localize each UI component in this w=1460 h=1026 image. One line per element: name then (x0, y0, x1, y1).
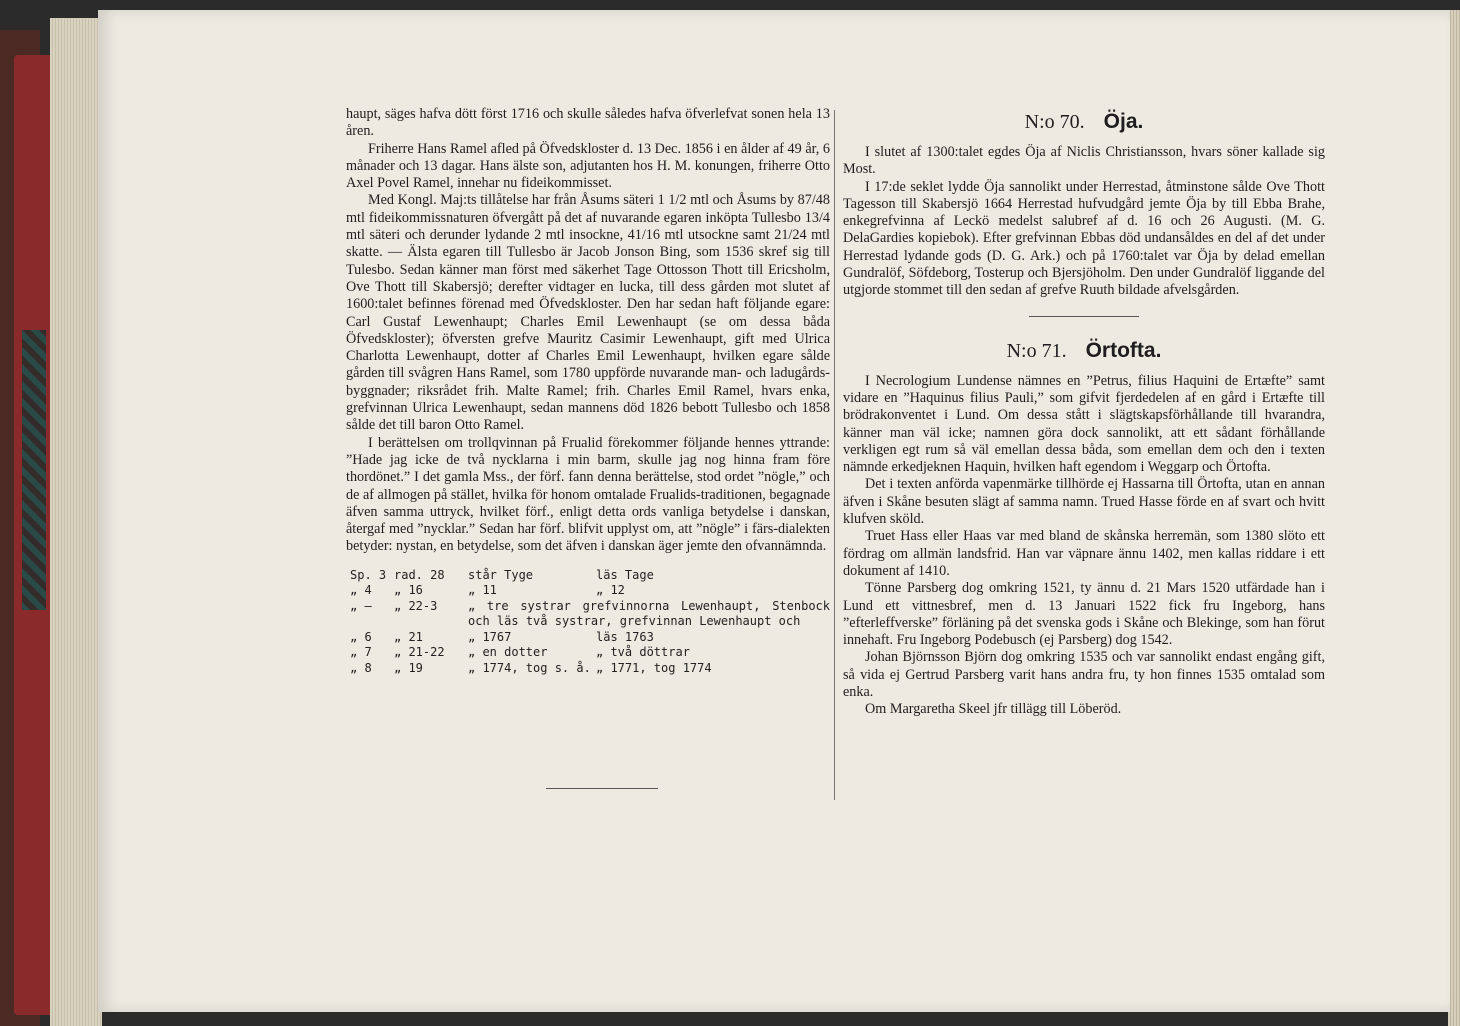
section-heading-71 (843, 339, 1325, 363)
book-page (98, 10, 1450, 1012)
errata-column-ref: Sp. 3 (350, 567, 387, 582)
paragraph: Tönne Parsberg dog omkring 1521, ty ännu d. 21 Mars 1520 utfärdade han i Lund ett vittnesbref, men d. 13 Januari 1522 fick fru Ingeborg, hans ”efterleffverske” förläning på det svenska gods i Skåne och Blekinge, som han förut innehaft. Fru Ingeborg Podebusch (ej Parsberg) dog 1542. (843, 580, 1325, 649)
errata-line-ref: „ 21 (394, 629, 423, 644)
errata-wrong-correct (468, 599, 830, 630)
section-title: Öja. (1103, 110, 1144, 133)
errata-row (346, 599, 830, 630)
errata-correct: läs Tage (596, 567, 654, 582)
errata-row (346, 630, 830, 646)
errata-correct: „ 1771, tog 1774 (596, 660, 712, 675)
paragraph: Johan Björnsson Björn dog omkring 1535 och var sannolikt endast engång gift, så vida ej Gertrud Parsberg varit hans andra fru, ty hon finnes 1535 omtalad som enka. (843, 649, 1325, 701)
errata-column-ref: „ 4 (350, 583, 372, 598)
errata-column-ref: „ 6 (350, 629, 372, 644)
paragraph: haupt, säges hafva dött först 1716 och skulle således hafva öfverlefvat sonen hela 13 åren. (346, 106, 830, 140)
errata-wrong: „ tre systrar grefvinnorna Lewenhaupt, Stenbock och (468, 598, 830, 629)
paragraph: I 17:de seklet lydde Öja sannolikt under Herrestad, åtminstone sålde Ove Thott Tagesson till Skabersjö 1664 Herrestad hufvudgård jemte Öja by till Ebba Brahe, enkegrefvinna af Leckö medelst salubref af d. 16 och 26 Augusti. (M. G. DelaGardies kopiebok). Efter grefvinnan Ebbas död undansåldes en del af det under Herrestad lydande gods (D. G. Ark.) och på 1760:talet var Öja by delad emellan Gundralöf, Söfdeborg, Tosterup och Bjersjöholm. Den under Gundralöf liggande del utgjorde stommet till den sedan af grefve Ruuth bildade afvelsgården. (843, 178, 1325, 299)
page-stack-left (50, 18, 102, 1026)
errata-row (346, 568, 830, 584)
errata-row (346, 661, 830, 677)
section-divider (1029, 316, 1139, 317)
errata-line-ref: „ 21-22 (394, 645, 445, 660)
errata-row (346, 645, 830, 661)
section-number: N:o 71. (1006, 339, 1067, 362)
errata-column-ref: „ 8 (350, 660, 372, 675)
errata-line-ref: „ 19 (394, 660, 423, 675)
column-divider (834, 110, 835, 800)
errata-table (346, 568, 830, 677)
paragraph: I slutet af 1300:talet egdes Öja af Niclis Christiansson, hvars söner kallade sig Most. (843, 144, 1325, 178)
paragraph: I Necrologium Lundense nämnes en ”Petrus, filius Haquini de Ertæfte” samt vidare en ”Haquinus filius Pauli,” som gifvit fjerdedelen af en gård i Ertæfte till brödrakonventet i Lund. Om dessa stått i slägtskapsförhållande till hvarandra, känner man väl icke; namnen göra dock sannolikt, att ett sådant förhållande verkligen egt rum så väl emellan dessa båda, som emellan dem och den i texten nämnde erkedjeknen Haquin, hvilken haft egendom i Weggarp och Örtofta. (843, 372, 1325, 476)
section-title: Örtofta. (1085, 338, 1162, 362)
errata-wrong: „ en dotter (468, 645, 548, 660)
errata-wrong: „ 1767 (468, 629, 512, 644)
errata-column-ref: „ 7 (350, 645, 372, 660)
errata-end-rule (546, 788, 658, 789)
errata-line-ref: rad. 28 (394, 567, 445, 582)
paragraph: Det i texten anförda vapenmärke tillhörde ej Hassarna till Örtofta, utan en annan äfven i Skåne besuten slägt af samma namn. Trued Hasse förde en af svart och hvitt klufven sköld. (843, 476, 1325, 528)
section-heading-70 (843, 110, 1325, 134)
errata-correct: läs 1763 (596, 629, 654, 644)
errata-column-ref: „ — (350, 598, 372, 613)
section-number: N:o 70. (1024, 111, 1085, 133)
left-column (346, 106, 830, 676)
errata-correct: „ två döttrar (596, 645, 690, 660)
errata-wrong: „ 11 (468, 583, 497, 598)
errata-correct: läs två systrar, grefvinnan Lewenhaupt och (496, 614, 801, 629)
errata-wrong: „ 1774, tog s. å. (468, 660, 591, 675)
errata-line-ref: „ 22-3 (394, 598, 438, 613)
paragraph: Om Margaretha Skeel jfr tillägg till Löberöd. (865, 701, 1122, 718)
errata-row (346, 583, 830, 599)
paragraph: Med Kongl. Maj:ts tillåtelse har från Åsums säteri 1 1/2 mtl och Åsums by 87/48 mtl fideikommissnaturen öfvergått på det af nuvarande egaren inköpta Tullesbo 13/4 mtl säteri och derunder lydande 2 mtl insockne, 41/16 mtl utsockne samt 21/24 mtl skatte. — Älsta egaren till Tullesbo är Jacob Jonson Bing, som 1536 skref sig till Tulesbo. Sedan känner man först med säkerhet Tage Ottosson Thott till Ericsholm, Ove Thott till Skabersjö; derefter vidtager en lucka, till dess gården mot slutet af 1600:talet befinnes förenad med Öfvedskloster. Den har sedan haft följande egare: Carl Gustaf Lewenhaupt; Charles Emil Lewenhaupt (se om dessa båda Öfvedskloster); öfversten grefve Mauritz Casimir Lewenhaupt, gift med Ulrica Charlotta Lewenhaupt, dotter af Charles Emil Lewenhaupt, hvilken egare sålde gården till svågren Hans Ramel, som 1780 uppförde nuvarande man- och ladugårds-byggnader; riksrådet frih. Malte Ramel; frih. Charles Emil Ramel, hvars enka, grefvinnan Ulrica Lewenhaupt, sedan mannens död 1826 bebott Tullesbo och 1858 sålde det till baron Otto Ramel. (346, 192, 830, 434)
cover-marbled-pattern (22, 330, 46, 610)
errata-line-ref: „ 16 (394, 583, 423, 598)
errata-correct: „ 12 (596, 583, 625, 598)
errata-wrong: står Tyge (468, 567, 534, 582)
paragraph: Friherre Hans Ramel afled på Öfvedskloster d. 13 Dec. 1856 i en ålder af 49 år, 6 månader och 13 dagar. Hans älste son, adjutanten hos H. M. konungen, friherre Otto Axel Povel Ramel, innehar nu fideikommisset. (346, 140, 830, 192)
right-column (843, 106, 1325, 719)
paragraph: Truet Hass eller Haas var med bland de skånska herremän, som 1380 slöto ett fördrag om allmän landsfrid. Han var väpnare ännu 1402, men kallas riddare i ett dokument af 1410. (843, 528, 1325, 579)
paragraph: I berättelsen om trollqvinnan på Frualid förekommer följande hennes yttrande: ”Hade jag icke de två nycklarna i min barm, skulle jag nog hinna fram före thordönet.” I det gamla Mss., der förf. fann denna berättelse, stod ordet ”nögle,” och de af allmogen på stället, hvilka för honom omtalade Frualids-traditionen, begagnade äfven samma uttryck, hvilket förf., enligt detta ords vanliga betydelse i danskan, återgaf med ”nycklar.” Sedan har förf. blifvit upplyst om, att ”nögle” i färs-dialekten betyder: nystan, en betydelse, som det äfven i danskan äger jemte den ofvannämnda. (346, 434, 830, 555)
